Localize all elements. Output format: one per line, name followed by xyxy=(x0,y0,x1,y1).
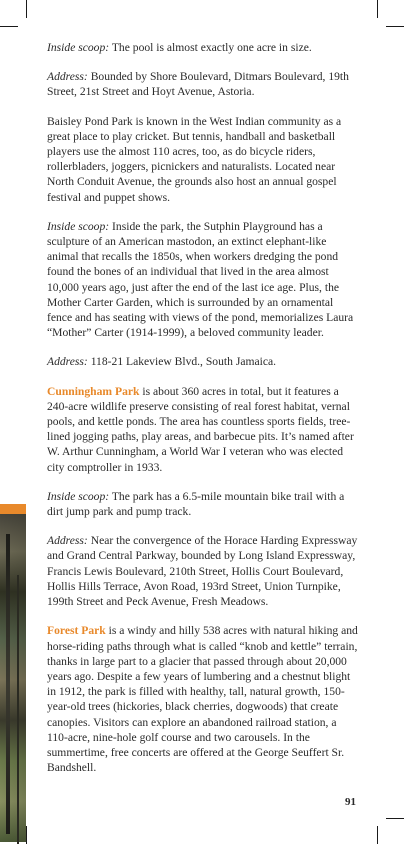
paragraph-address-astoria xyxy=(47,69,359,99)
paragraph-address-south-jamaica xyxy=(47,354,359,369)
paragraph-baisley-pond-park xyxy=(47,114,359,205)
park-photo-strip xyxy=(0,504,26,842)
paragraph-text: The pool is almost exactly one acre in size. xyxy=(109,41,312,54)
crop-mark-top-right-v xyxy=(377,0,378,18)
paragraph-inside-scoop-pool xyxy=(47,40,359,55)
paragraph-forest-park xyxy=(47,623,359,775)
inside-scoop-label: Inside scoop: xyxy=(47,489,110,503)
paragraph-text: Bounded by Shore Boulevard, Ditmars Boulevard, 19th Street, 21st Street and Hoyt Avenue, Astoria. xyxy=(47,70,349,99)
park-name-forest: Forest Park xyxy=(47,624,106,638)
paragraph-cunningham-park xyxy=(47,384,359,475)
paragraph-text: The park has a 6.5-mile mountain bike trail with a dirt jump park and pump track. xyxy=(47,489,345,519)
paragraph-text: is a windy and hilly 538 acres with natural hiking and horse-riding paths through what is called “knob and kettle” terrain, thanks in large part to a glacier that passed through about 20,000 years ago. Despite a few years of lumbering and a chestnut blight in 1912, the park is filled with healthy, tall, natural growth, 150-year-old trees (hickories, black cherries, dogwoods) that create canopies. Visitors can explore an abandoned railroad station, a 110-acre, nine-hole golf course and two carousels. In the summertime, free concerts are offered at the George Seuffert Sr. Bandshell. xyxy=(47,624,358,775)
inside-scoop-label: Inside scoop: xyxy=(47,41,110,54)
crop-mark-bottom-left-v xyxy=(26,826,27,844)
paragraph-inside-scoop-bike-trail xyxy=(47,489,359,519)
paragraph-inside-scoop-sutphin xyxy=(47,219,359,341)
page-number: 91 xyxy=(345,796,356,808)
paragraph-address-fresh-meadows xyxy=(47,533,359,609)
paragraph-text: is about 360 acres in total, but it features a 240-acre wildlife preserve consisting of real forest habitat, vernal pools, and kettle ponds. The area has countless sports fields, tree-lined jogging paths, play areas, and barbecue pits. It’s named after W. Arthur Cunningham, a World War I veteran who was elected city comptroller in 1933. xyxy=(47,384,354,474)
inside-scoop-label: Inside scoop: xyxy=(47,219,110,233)
paragraph-text: Near the convergence of the Horace Harding Expressway and Grand Central Parkway, bounded by Long Island Expressway, Francis Lewis Boulevard, 210th Street, Hollis Court Boulevard, Hollis Hills Terrace, Avon Road, 193rd Street, Union Turnpike, 199th Street and Peck Avenue, Fresh Meadows. xyxy=(47,534,358,609)
crop-mark-top-left-v xyxy=(26,0,27,18)
park-name-cunningham: Cunningham Park xyxy=(47,384,140,398)
crop-mark-bottom-right-v xyxy=(377,826,378,844)
paragraph-text: Inside the park, the Sutphin Playground has a sculpture of an American mastodon, an extinct elephant-like animal that recalls the 1850s, when workers dredging the pond found the bones of an individual that lived in the area almost 10,000 years ago, just after the end of the last ice age. Plus, the Mother Carter Garden, which is surrounded by an ornamental fence and has seating with views of the pond, memorializes Laura “Mother” Carter (1914-1999), a beloved community leader. xyxy=(47,219,354,340)
crop-mark-top-right-h xyxy=(386,26,404,27)
article-body xyxy=(47,40,359,789)
address-label: Address: xyxy=(47,534,88,548)
address-label: Address: xyxy=(47,70,88,84)
crop-mark-top-left-h xyxy=(0,26,18,27)
paragraph-text: 118-21 Lakeview Blvd., South Jamaica. xyxy=(87,355,277,369)
crop-mark-bottom-right-h xyxy=(386,818,404,819)
paragraph-text: Baisley Pond Park is known in the West Indian community as a great place to play cricket. But tennis, handball and basketball players use the almost 110 acres, too, as do bicycle riders, rollerbladers, joggers, picnickers and naturalists. Located near North Conduit Avenue, the grounds also host an annual gospel festival and puppet shows. xyxy=(47,114,342,204)
address-label: Address: xyxy=(47,355,88,369)
